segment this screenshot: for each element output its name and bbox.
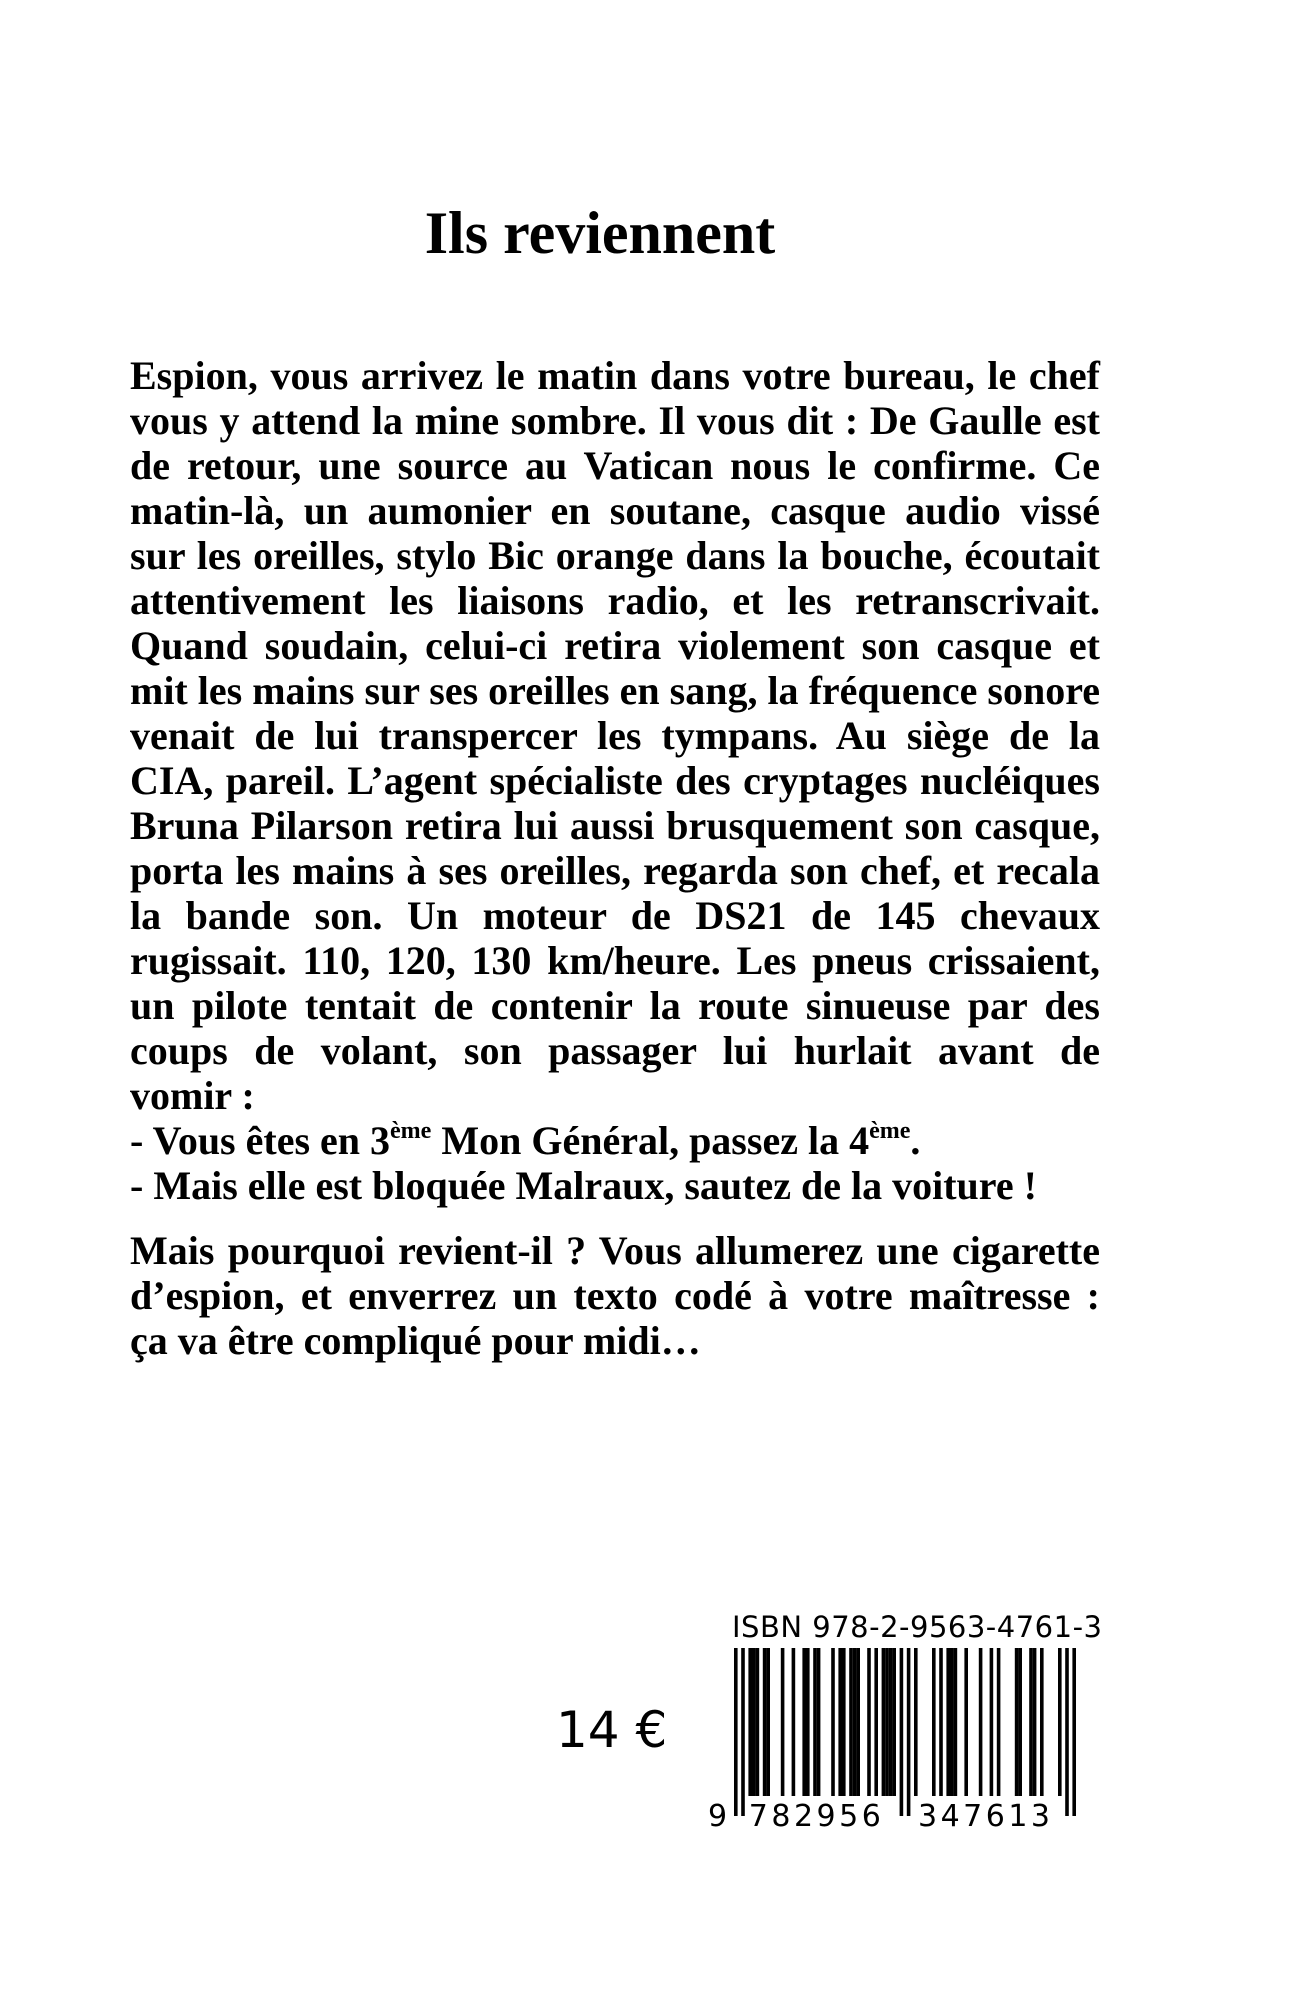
barcode-bar	[1065, 1648, 1069, 1816]
barcode-bar	[748, 1648, 752, 1796]
price-label: 14 €	[556, 1701, 668, 1759]
dialogue-1-prefix: - Vous êtes en 3	[130, 1118, 391, 1163]
barcode-bar	[792, 1648, 796, 1796]
barcode-bar	[979, 1648, 983, 1796]
barcode-bar	[1033, 1648, 1037, 1796]
blurb-line: attentivement les liaisons radio, et les retranscrivait.	[130, 578, 1100, 623]
barcode-bar	[939, 1648, 943, 1796]
barcode-bar	[964, 1648, 968, 1796]
barcode-bar	[889, 1648, 893, 1796]
blurb-paragraph-2	[130, 1228, 1100, 1363]
barcode-bar	[763, 1648, 767, 1796]
dialogue-1-superscript: ème	[390, 1118, 432, 1144]
barcode-bar	[1040, 1648, 1044, 1796]
barcode-bar	[842, 1648, 846, 1796]
barcode-bar	[853, 1648, 857, 1796]
blurb-line: sur les oreilles, stylo Bic orange dans la bouche, écoutait	[130, 533, 1100, 578]
isbn-label: ISBN 978-2-9563-4761-3	[732, 1610, 1103, 1644]
dialogue-1-middle: Mon Général, passez la 4	[431, 1118, 870, 1163]
barcode-bar	[932, 1648, 936, 1796]
barcode-bar	[900, 1648, 904, 1816]
barcode-bar	[1058, 1648, 1062, 1796]
barcode-bar	[806, 1648, 810, 1796]
barcode-bar	[954, 1648, 958, 1796]
blurb-line: ça va être compliqué pour midi…	[130, 1318, 701, 1363]
blurb-line: mit les mains sur ses oreilles en sang, la fréquence sonore	[130, 668, 1100, 713]
barcode-bar	[817, 1648, 821, 1796]
blurb-line: d’espion, et enverrez un texto codé à votre maîtresse :	[130, 1273, 1100, 1318]
dialogue-1-suffix: .	[910, 1118, 921, 1163]
barcode-bar	[802, 1648, 806, 1796]
blurb-line: la bande son. Un moteur de DS21 de 145 chevaux	[130, 893, 1100, 938]
blurb-line: vomir :	[130, 1073, 255, 1118]
barcode-bar	[734, 1648, 738, 1816]
barcode-bar	[946, 1648, 950, 1796]
barcode-bar	[997, 1648, 1001, 1796]
blurb-line: Espion, vous arrivez le matin dans votre bureau, le chef	[130, 353, 1100, 398]
blurb-line: Bruna Pilarson retira lui aussi brusquement son casque,	[130, 803, 1100, 848]
blurb-paragraph-1	[130, 353, 1100, 1208]
dialogue-1-superscript: ème	[869, 1118, 911, 1144]
dialogue-line-1	[130, 1118, 1100, 1163]
barcode-bar	[756, 1648, 760, 1796]
barcode-bar	[813, 1648, 817, 1796]
barcode-bar	[892, 1648, 896, 1796]
blurb-line: vous y attend la mine sombre. Il vous dit : De Gaulle est	[130, 398, 1100, 443]
barcode-bar	[1015, 1648, 1019, 1796]
barcode-bar	[907, 1648, 911, 1816]
blurb-line: porta les mains à ses oreilles, regarda son chef, et recala	[130, 848, 1100, 893]
dialogue-line-2: - Mais elle est bloquée Malraux, sautez de la voiture !	[130, 1163, 1037, 1208]
blurb-line: rugissait. 110, 120, 130 km/heure. Les pneus crissaient,	[130, 938, 1100, 983]
blurb	[130, 353, 1100, 1363]
barcode-bar	[882, 1648, 886, 1796]
barcode-bars	[734, 1648, 1076, 1816]
barcode-bar	[867, 1648, 871, 1796]
barcode-left-digits: 782956	[748, 1799, 885, 1834]
barcode-first-digit: 9	[708, 1799, 728, 1834]
blurb-line: CIA, pareil. L’agent spécialiste des cryptages nucléiques	[130, 758, 1100, 803]
blurb-line: un pilote tentait de contenir la route sinueuse par des	[130, 983, 1100, 1028]
blurb-line: Mais pourquoi revient-il ? Vous allumerez une cigarette	[130, 1228, 1100, 1273]
barcode-bar	[950, 1648, 954, 1796]
barcode-bar	[914, 1648, 918, 1796]
blurb-line: de retour, une source au Vatican nous le confirme. Ce	[130, 443, 1100, 488]
barcode-bar	[831, 1648, 835, 1796]
barcode-bar	[856, 1648, 860, 1796]
blurb-line: matin-là, un aumonier en soutane, casque audio vissé	[130, 488, 1100, 533]
blurb-line: Quand soudain, celui-ci retira violement son casque et	[130, 623, 1100, 668]
barcode-right-digits: 347613	[918, 1799, 1054, 1834]
barcode-bar	[741, 1648, 745, 1816]
barcode-bar	[1072, 1648, 1076, 1816]
book-title: Ils reviennent	[424, 200, 776, 266]
barcode-bar	[990, 1648, 994, 1796]
barcode-bar	[766, 1648, 770, 1796]
barcode-bar	[838, 1648, 842, 1796]
barcode-bar	[1018, 1648, 1022, 1796]
barcode-bar	[781, 1648, 785, 1796]
barcode-bar	[1029, 1648, 1033, 1796]
barcode-bar	[874, 1648, 878, 1796]
isbn-barcode	[700, 1640, 1120, 1840]
blurb-line: venait de lui transpercer les tympans. Au siège de la	[130, 713, 1100, 758]
barcode-bar	[752, 1648, 756, 1796]
barcode-bar	[849, 1648, 853, 1796]
barcode-bar	[885, 1648, 889, 1796]
blurb-line: coups de volant, son passager lui hurlait avant de	[130, 1028, 1100, 1073]
